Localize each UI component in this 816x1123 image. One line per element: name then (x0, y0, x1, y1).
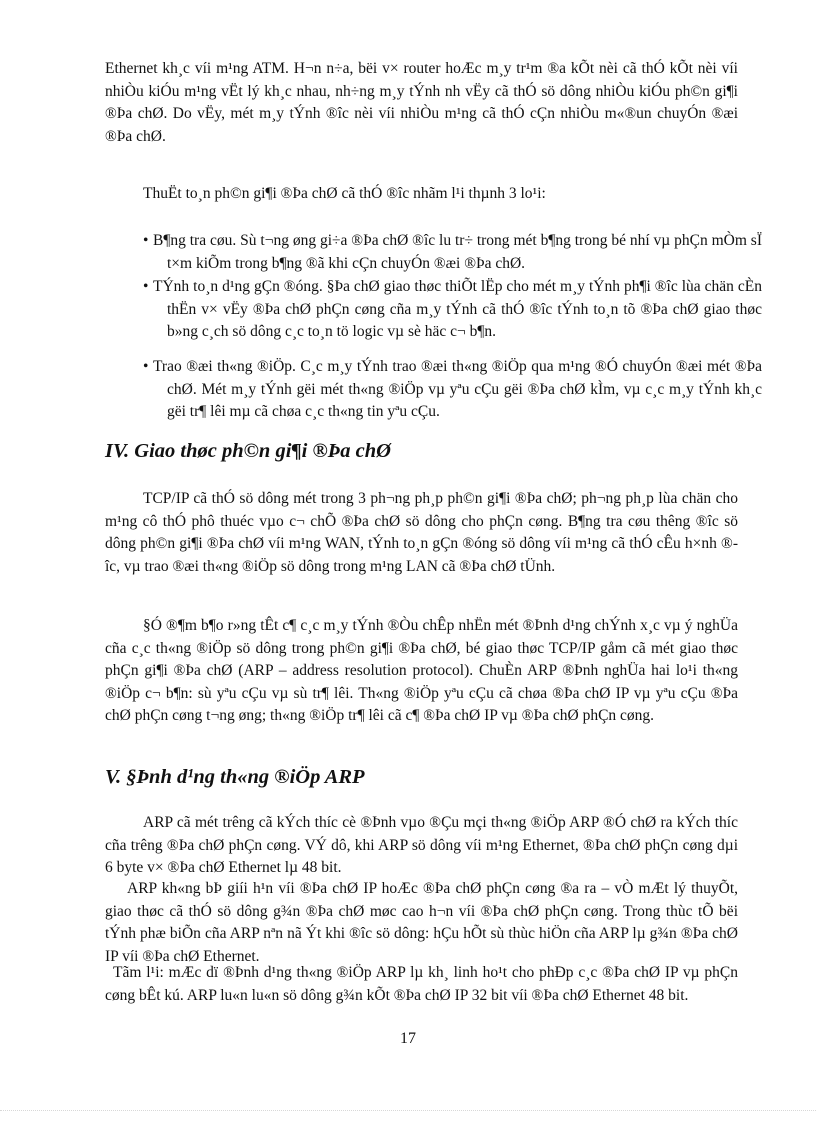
bullet-text: TÝnh to¸n d¹ng gÇn ®óng. §Þa chØ giao thøc thiÕt lËp cho mét m¸y tÝnh ph¶i ®îc lùa chän cÈn thËn v× vËy ®Þa chØ phÇn cøng cña m¸y tÝnh cã thÓ ®îc tÝnh to¸n tõ ®Þa chØ giao thøc b»ng c¸ch sö dông c¸c to¸n tö logic vµ sè häc c¬ b¶n. (153, 278, 762, 340)
paragraph-arp-definition: §Ó ®¶m b¶o r»ng tÊt c¶ c¸c m¸y tÝnh ®Òu chÊp nhËn mét ®Þnh d¹ng chÝnh x¸c vµ ý nghÜa cña c¸c th«ng ®iÖp sö dông trong ph©n gi¶i ®Þa chØ, bé giao thøc TCP/IP gåm cã mét giao thøc phÇn gi¶i ®Þa chØ (ARP – address resolution protocol). ChuÈn ARP ®Þnh nghÜa hai lo¹i th«ng ®iÖp c¬ b¶n: sù yªu cÇu vµ sù tr¶ lêi. Th«ng ®iÖp yªu cÇu cã chøa ®Þa chØ IP vµ yªu cÇu ®Þa chØ phÇn cøng t¬ng øng; th«ng ®iÖp tr¶ lêi cã c¶ ®Þa chØ IP vµ ®Þa chØ phÇn cøng. (105, 617, 738, 724)
bullet-text: B¶ng tra cøu. Sù t¬ng øng gi÷a ®Þa chØ ®îc lu tr÷ trong mét b¶ng trong bé nhí vµ phÇn mÒm sÏ t×m kiÕm trong b¶ng ®ã khi cÇn chuyÓn ®æi ®Þa chØ. (153, 232, 762, 272)
paragraph-arp-limits: ARP kh«ng bÞ giíi h¹n víi ®Þa chØ IP hoÆc ®Þa chØ phÇn cøng ®a ra – vÒ mÆt lý thuyÕt, giao thøc cã thÓ sö dông g¾n ®Þa chØ møc cao h¬n víi ®Þa chØ phÇn cøng. Trong thùc tÕ bëi tÝnh phæ biÕn cña ARP nªn nã Ýt khi ®îc sö dông: hÇu hÕt sù thùc hiÖn cña ARP lµ g¾n ®Þa chØ IP víi ®Þa chØ Ethernet. (105, 880, 738, 965)
bullet-message-exchange (143, 356, 762, 424)
section-heading-iv: IV. Giao thøc ph©n gi¶i ®Þa chØ (105, 440, 391, 462)
paragraph-tcpip-methods: TCP/IP cã thÓ sö dông mét trong 3 ph¬ng ph¸p ph©n gi¶i ®Þa chØ; ph¬ng ph¸p lùa chän cho m¹ng cô thÓ phô thuéc vµo c¬ chÕ ®Þa chØ sö dông cho phÇn cøng. B¶ng tra cøu thêng ®îc sö dông ph©n gi¶i ®Þa chØ víi m¹ng WAN, tÝnh to¸n gÇn ®óng sö dông víi m¹ng cã thÓ cÊu h×nh ®îc, vµ trao ®æi th«ng ®iÖp sö dông trong m¹ng LAN cã ®Þa chØ tÜnh. (105, 490, 738, 575)
footer-divider (0, 1110, 816, 1112)
section-heading-v: V. §Þnh d¹ng th«ng ®iÖp ARP (105, 766, 365, 788)
paragraph-summary: Tãm l¹i: mÆc dï ®Þnh d¹ng th«ng ®iÖp ARP lµ kh¸ linh ho¹t cho phÐp c¸c ®Þa chØ IP vµ phÇn cøng bÊt kú. ARP lu«n lu«n sö dông g¾n kÕt ®Þa chØ IP 32 bit víi ®Þa chØ Ethernet 48 bit. (105, 964, 738, 1004)
paragraph-intro: Ethernet kh¸c víi m¹ng ATM. H¬n n÷a, bëi v× router hoÆc m¸y tr¹m ®a kÕt nèi cã thÓ kÕt nèi víi nhiÒu kiÓu m¹ng vËt lý kh¸c nhau, nh÷ng m¸y tÝnh nh vËy cã thÓ sö dông nhiÒu kiÓu ph©n gi¶i ®Þa chØ. Do vËy, mét m¸y tÝnh ®îc nèi víi nhiÒu m¹ng cã thÓ cÇn nhiÒu m«®un chuyÓn ®æi ®Þa chØ. (105, 60, 738, 145)
bullet-icon: • (143, 278, 149, 295)
page-number: 17 (400, 1030, 416, 1047)
paragraph-algorithm-types: ThuËt to¸n ph©n gi¶i ®Þa chØ cã thÓ ®îc nhãm l¹i thµnh 3 lo¹i: (143, 185, 546, 202)
bullet-icon: • (143, 232, 149, 249)
bullet-text: Trao ®æi th«ng ®iÖp. C¸c m¸y tÝnh trao ®æi th«ng ®iÖp qua m¹ng ®Ó chuyÓn ®æi mét ®Þa chØ. Mét m¸y tÝnh gëi mét th«ng ®iÖp vµ yªu cÇu gëi ®Þa chØ kÌm, vµ c¸c m¸y tÝnh kh¸c gëi tr¶ lêi mµ cã chøa c¸c th«ng tin yªu cÇu. (153, 358, 762, 420)
paragraph-arp-field: ARP cã mét trêng cã kÝch thíc cè ®Þnh vµo ®Çu mçi th«ng ®iÖp ARP ®Ó chØ ra kÝch thíc cña trêng ®Þa chØ phÇn cøng. VÝ dô, khi ARP sö dông víi m¹ng Ethernet, ®Þa chØ phÇn cøng dµi 6 byte v× ®Þa chØ Ethernet lµ 48 bit. (105, 814, 738, 876)
bullet-lookup-table (143, 230, 762, 275)
bullet-icon: • (143, 358, 149, 375)
bullet-closed-form (143, 276, 762, 344)
